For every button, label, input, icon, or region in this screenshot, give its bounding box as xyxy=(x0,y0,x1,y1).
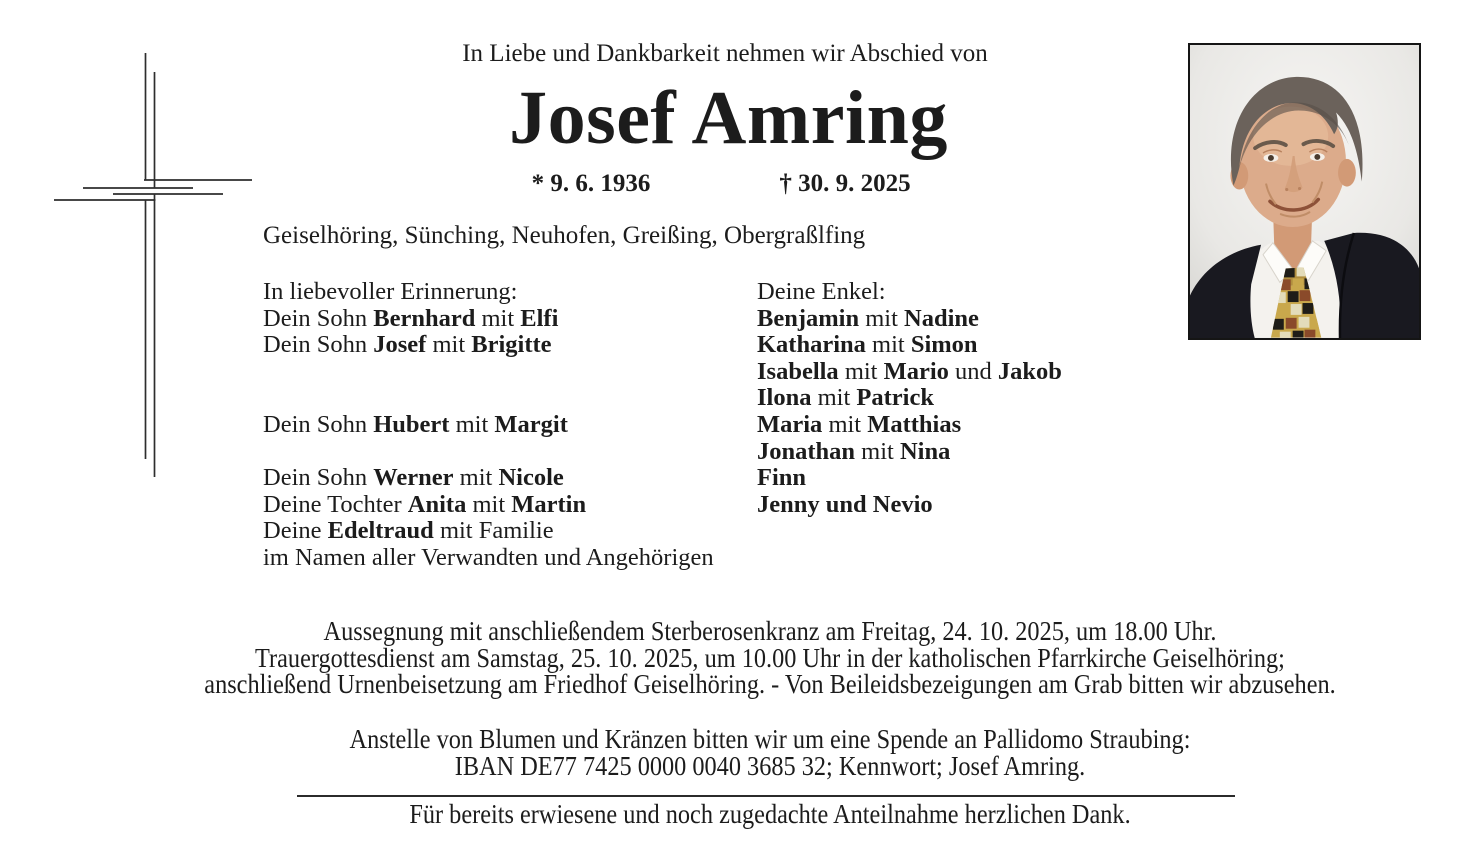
mourner-line-right: Deine Enkel: xyxy=(757,278,886,305)
mourner-line-left: Deine Edeltraud mit Familie xyxy=(263,517,554,545)
portrait-photo-image xyxy=(1190,45,1419,338)
thanks-line: Für bereits erwiesene und noch zugedachte Anteilnahme herzlichen Dank. xyxy=(409,799,1131,829)
donation-info xyxy=(140,726,1400,779)
mourner-line-right xyxy=(757,518,1062,545)
memorial-cross-icon xyxy=(0,0,280,500)
donation-line: IBAN DE77 7425 0000 0040 3685 32; Kennwort; Josef Amring. xyxy=(454,750,1086,781)
mourner-line-right: Isabella mit Mario und Jakob xyxy=(757,357,1062,385)
mourner-line-right: Katharina mit Simon xyxy=(757,331,978,359)
mourner-line-left xyxy=(263,359,757,386)
mourner-line-right: Finn xyxy=(757,464,807,492)
mourner-line-left xyxy=(263,439,757,466)
death-date: † 30. 9. 2025 xyxy=(779,170,911,197)
portrait-photo xyxy=(1188,43,1421,340)
mourner-line-left: Dein Sohn Bernhard mit Elfi xyxy=(263,304,559,332)
mourner-line-left: Deine Tochter Anita mit Martin xyxy=(263,490,587,518)
separator-divider xyxy=(297,795,1235,797)
mourner-line-left: Dein Sohn Hubert mit Margit xyxy=(263,410,568,438)
service-line: Aussegnung mit anschließendem Sterberosenkranz am Freitag, 24. 10. 2025, um 18.00 Uhr. xyxy=(323,616,1217,646)
service-line: Trauergottesdienst am Samstag, 25. 10. 2025, um 10.00 Uhr in der katholischen Pfarrkirche Geiselhöring; xyxy=(255,642,1285,673)
mourner-line-right: Jenny und Nevio xyxy=(757,490,933,518)
mourner-line-left: im Namen aller Verwandten und Angehörigen xyxy=(263,543,714,571)
service-info xyxy=(140,618,1400,698)
mourners-list xyxy=(263,279,1062,572)
mourner-line-right: Jonathan mit Nina xyxy=(757,437,951,465)
mourner-line-right xyxy=(757,545,1062,572)
mourner-line-left xyxy=(263,385,757,412)
mourner-line-left: Dein Sohn Werner mit Nicole xyxy=(263,464,564,492)
service-line: anschließend Urnenbeisetzung am Friedhof Geiselhöring. - Von Beileidsbezeigungen am Grab bitten wir abzusehen. xyxy=(204,669,1336,699)
mourner-line-left: In liebevoller Erinnerung: xyxy=(263,278,518,305)
deceased-name: Josef Amring xyxy=(509,76,948,160)
places-line: Geiselhöring, Sünching, Neuhofen, Greißing, Obergraßlfing xyxy=(263,222,866,249)
mourner-line-right: Ilona mit Patrick xyxy=(757,384,934,412)
birth-date: * 9. 6. 1936 xyxy=(531,170,651,197)
intro-line: In Liebe und Dankbarkeit nehmen wir Abschied von xyxy=(462,40,988,67)
mourner-line-right: Maria mit Matthias xyxy=(757,410,962,438)
donation-line: Anstelle von Blumen und Kränzen bitten wir um eine Spende an Pallidomo Straubing: xyxy=(349,724,1191,754)
mourner-line-right: Benjamin mit Nadine xyxy=(757,304,979,332)
mourner-line-left: Dein Sohn Josef mit Brigitte xyxy=(263,331,552,359)
